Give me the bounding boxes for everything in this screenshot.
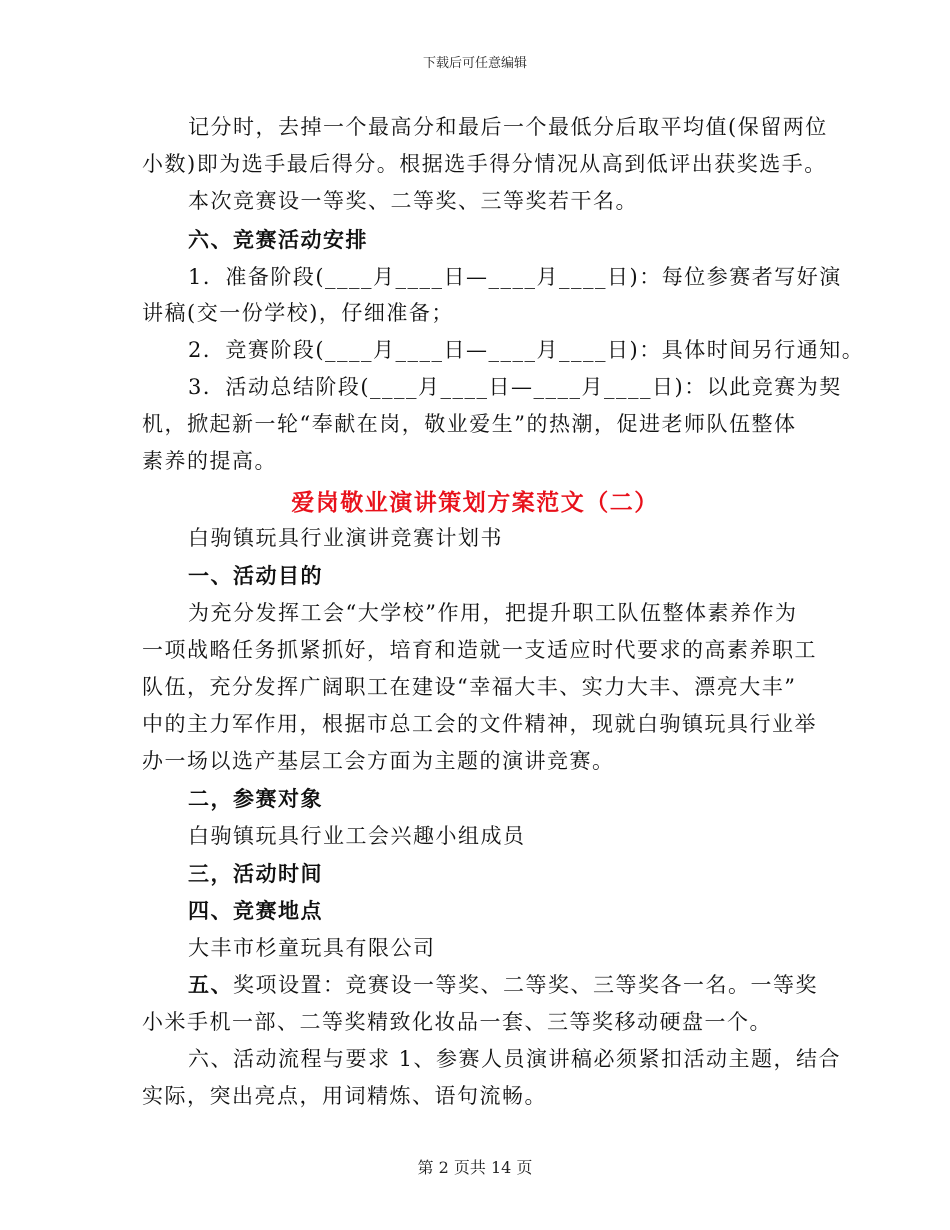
paragraph-line: 素养的提高。 — [142, 449, 277, 473]
paragraph-line: 白驹镇玩具行业工会兴趣小组成员 — [188, 824, 526, 848]
paragraph-line: 3．活动总结阶段(____月____日—____月____日)：以此竞赛为契 — [188, 375, 842, 399]
paragraph-line: 记分时，去掉一个最高分和最后一个最低分后取平均值(保留两位 — [188, 115, 828, 139]
section-heading: 六、竞赛活动安排 — [188, 227, 368, 252]
paragraph-line: 一项战略任务抓紧抓好，培育和造就一支适应时代要求的高素养职工 — [142, 638, 817, 662]
paragraph-line: 小米手机一部、二等奖精致化妆品一套、三等奖移动硬盘一个。 — [142, 1010, 772, 1034]
paragraph-line: 本次竞赛设一等奖、二等奖、三等奖若干名。 — [188, 189, 638, 213]
paragraph-line: 白驹镇玩具行业演讲竞赛计划书 — [188, 526, 503, 550]
section-prefix: 五、 — [188, 972, 233, 997]
section-heading: 二，参赛对象 — [188, 786, 323, 811]
paragraph-line: 中的主力军作用，根据市总工会的文件精神，现就白驹镇玩具行业举 — [142, 712, 817, 736]
paragraph-line: 为充分发挥工会“大学校”作用，把提升职工队伍整体素养作为 — [188, 601, 798, 625]
paragraph-text: 活动流程与要求 1、参赛人员演讲稿必须紧扣活动主题，结合 — [233, 1047, 842, 1071]
paragraph-line: 2．竞赛阶段(____月____日—____月____日)：具体时间另行通知。 — [188, 338, 865, 362]
section-heading: 三，活动时间 — [188, 861, 323, 886]
paragraph-line — [188, 970, 818, 1000]
paragraph-line: 办一场以选产基层工会方面为主题的演讲竞赛。 — [142, 749, 615, 773]
section-heading: 一、活动目的 — [188, 563, 323, 588]
document-title: 爱岗敬业演讲策划方案范文（二） — [291, 489, 659, 516]
section-heading: 四、竞赛地点 — [188, 898, 323, 923]
paragraph-line: 机，掀起新一轮“奉献在岗，敬业爱生”的热潮，促进老师队伍整体 — [142, 412, 797, 436]
paragraph-line: 讲稿(交一份学校)，仔细准备； — [142, 301, 454, 325]
paragraph-line: 1．准备阶段(____月____日—____月____日)：每位参赛者写好演 — [188, 265, 842, 289]
paragraph-line: 队伍，充分发挥广阔职工在建设“幸福大丰、实力大丰、漂亮大丰” — [142, 675, 797, 699]
section-prefix: 六、 — [188, 1047, 233, 1071]
page-header: 下载后可任意编辑 — [422, 56, 527, 71]
page-footer: 第 2 页共 14 页 — [417, 1158, 533, 1177]
paragraph-line: 大丰市杉童玩具有限公司 — [188, 936, 436, 960]
paragraph-line: 小数)即为选手最后得分。根据选手得分情况从高到低评出获奖选手。 — [142, 152, 827, 176]
paragraph-line — [188, 1044, 841, 1074]
paragraph-text: 奖项设置：竞赛设一等奖、二等奖、三等奖各一名。一等奖 — [233, 973, 818, 997]
paragraph-line: 实际，突出亮点，用词精炼、语句流畅。 — [142, 1084, 547, 1108]
